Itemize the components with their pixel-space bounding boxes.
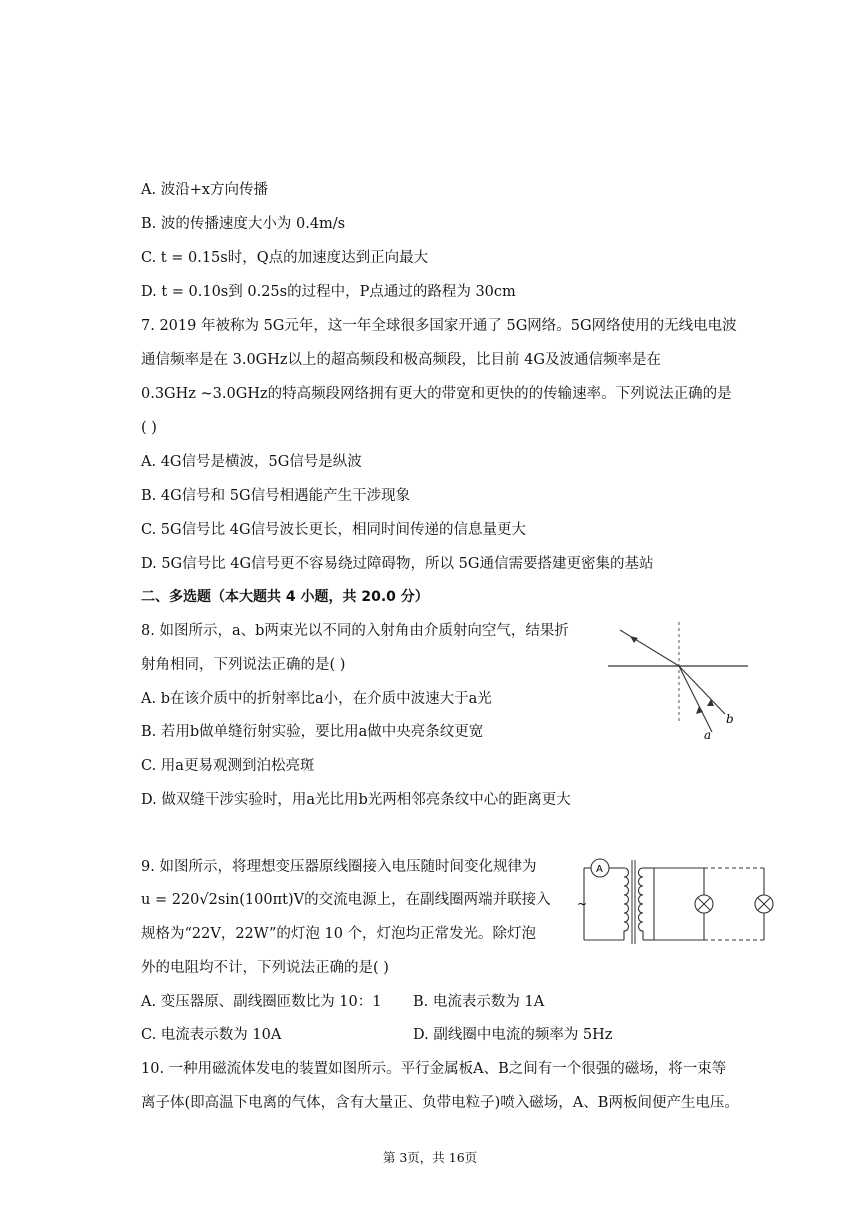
q8-option-c: C. 用a更易观测到泊松亮斑 (141, 758, 315, 774)
label-b: b (726, 712, 734, 726)
q6-option-b: B. 波的传播速度大小为 0.4m/s (141, 216, 346, 232)
q7-stem-line-4: ( ) (141, 420, 157, 436)
q7-stem-line-3: 0.3GHz ~3.0GHz的特高频段网络拥有更大的带宽和更快的的传输速率。下列说法正确的是 (141, 386, 732, 402)
q9-option-a: A. 变压器原、副线圈匝数比为 10：1 (141, 994, 382, 1010)
q9-option-c: C. 电流表示数为 10A (141, 1027, 282, 1043)
transformer-circuit-diagram (574, 852, 774, 946)
q8-option-d: D. 做双缝干涉实验时，用a光比用b光两相邻亮条纹中心的距离更大 (141, 792, 571, 808)
q6-option-d: D. t = 0.10s到 0.25s的过程中，P点通过的路程为 30cm (141, 284, 516, 300)
q9-stem-line-1: 9. 如图所示，将理想变压器原线圈接入电压随时间变化规律为 (141, 859, 537, 875)
q9-option-d: D. 副线圈中电流的频率为 5Hz (413, 1027, 613, 1043)
page-footer: 第 3页，共 16页 (382, 1150, 478, 1165)
q7-option-b: B. 4G信号和 5G信号相遇能产生干涉现象 (141, 488, 411, 504)
q8-stem-line-2: 射角相同，下列说法正确的是( ) (141, 657, 346, 673)
q9-stem-line-3: 规格为“22V，22W”的灯泡 10 个，灯泡均正常发光。除灯泡 (141, 926, 537, 942)
q9-stem-line-2: u = 220√2sin(100πt)V的交流电源上，在副线圈两端并联接入 (141, 892, 551, 908)
q8-option-b: B. 若用b做单缝衍射实验，要比用a做中央亮条纹更宽 (141, 724, 484, 740)
q7-stem-line-1: 7. 2019 年被称为 5G元年，这一年全球很多国家开通了 5G网络。5G网络使用的无线电电波 (141, 318, 737, 334)
q10-stem-line-1: 10. 一种用磁流体发电的装置如图所示。平行金属板A、B之间有一个很强的磁场，将一束等 (141, 1061, 727, 1077)
q6-option-a: A. 波沿+x方向传播 (141, 182, 269, 198)
q7-option-d: D. 5G信号比 4G信号更不容易绕过障碍物，所以 5G通信需要搭建更密集的基站 (141, 556, 654, 572)
q9-stem-line-4: 外的电阻均不计，下列说法正确的是( ) (141, 960, 389, 976)
ammeter-label: A (596, 864, 603, 875)
q7-option-a: A. 4G信号是横波，5G信号是纵波 (141, 454, 362, 470)
section-heading-multiple-choice: 二、多选题（本大题共 4 小题，共 20.0 分） (141, 589, 429, 605)
refraction-diagram (608, 622, 758, 742)
q8-option-a: A. b在该介质中的折射率比a小，在介质中波速大于a光 (141, 691, 492, 707)
q7-stem-line-2: 通信频率是在 3.0GHz以上的超高频段和极高频段，比目前 4G及波通信频率是在 (141, 352, 661, 368)
label-a: a (704, 728, 712, 742)
q9-option-b: B. 电流表示数为 1A (413, 994, 545, 1010)
q7-option-c: C. 5G信号比 4G信号波长更长，相同时间传递的信息量更大 (141, 522, 527, 538)
q6-option-c: C. t = 0.15s时，Q点的加速度达到正向最大 (141, 250, 429, 266)
q10-stem-line-2: 离子体(即高温下电离的气体，含有大量正、负带电粒子)喷入磁场，A、B两板间便产生电压。 (141, 1095, 739, 1111)
q8-stem-line-1: 8. 如图所示，a、b两束光以不同的入射角由介质射向空气，结果折 (141, 623, 569, 639)
ac-source-symbol: ~ (577, 897, 588, 911)
